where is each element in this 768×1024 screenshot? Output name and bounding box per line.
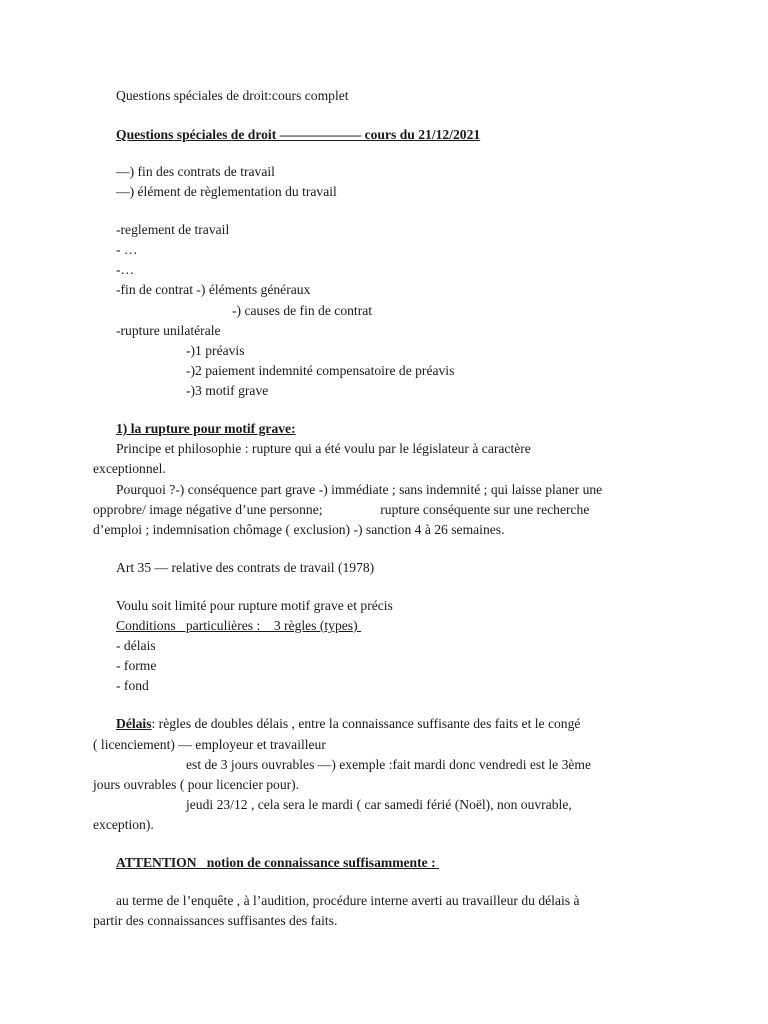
conditions-heading: Conditions particulières : 3 règles (types) [116,618,362,633]
paragraph-line: exception). [93,817,154,832]
list-item: -fin de contrat -) éléments généraux [116,282,311,297]
outline-item: —) fin des contrats de travail [116,164,275,179]
delais-text: : règles de doubles délais , entre la connaissance suffisante des faits et le congé [151,716,581,731]
paragraph-line: Principe et philosophie : rupture qui a été voulu par le législateur à caractère [116,441,531,456]
paragraph-line: partir des connaissances suffisantes des faits. [93,913,338,928]
paragraph-line: Pourquoi ?-) conséquence part grave -) immédiate ; sans indemnité ; qui laisse planer une [116,482,603,497]
doc-title: Questions spéciales de droit —————— cours du 21/12/2021 [116,127,481,142]
outline-item: —) élément de règlementation du travail [116,184,337,199]
article-reference: Art 35 — relative des contrats de travail (1978) [116,560,375,575]
delais-label: Délais [116,716,152,731]
paragraph-line: opprobre/ image négative d’une personne; rupture conséquente sur une recherche [93,502,590,517]
paragraph-line: d’emploi ; indemnisation chômage ( exclusion) -) sanction 4 à 26 semaines. [93,522,505,537]
paragraph-line: au terme de l’enquête , à l’audition, procédure interne averti au travailleur du délais à [116,893,580,908]
list-item: -… [116,262,135,277]
section-heading: 1) la rupture pour motif grave: [116,421,296,436]
list-subitem: -)1 préavis [186,343,245,358]
list-subitem: -)3 motif grave [186,383,269,398]
list-item: -reglement de travail [116,222,230,237]
paragraph-line: est de 3 jours ouvrables —) exemple :fait mardi donc vendredi est le 3ème [186,757,592,772]
paragraph-line: ( licenciement) — employeur et travailleur [93,737,326,752]
list-item: - forme [116,658,157,673]
paragraph-line: Voulu soit limité pour rupture motif grave et précis [116,598,393,613]
paragraph-line: jours ouvrables ( pour licencier pour). [93,777,300,792]
list-item: -rupture unilatérale [116,323,221,338]
delais-line [116,715,580,733]
list-item: - … [116,242,138,257]
paragraph-line: exceptionnel. [93,461,166,476]
list-subitem: -) causes de fin de contrat [232,303,373,318]
doc-header: Questions spéciales de droit:cours complet [116,88,349,103]
list-item: - délais [116,638,156,653]
list-item: - fond [116,678,149,693]
list-subitem: -)2 paiement indemnité compensatoire de préavis [186,363,455,378]
paragraph-line: jeudi 23/12 , cela sera le mardi ( car samedi férié (Noël), non ouvrable, [186,797,572,812]
attention-heading: ATTENTION notion de connaissance suffisammente : [116,855,439,870]
